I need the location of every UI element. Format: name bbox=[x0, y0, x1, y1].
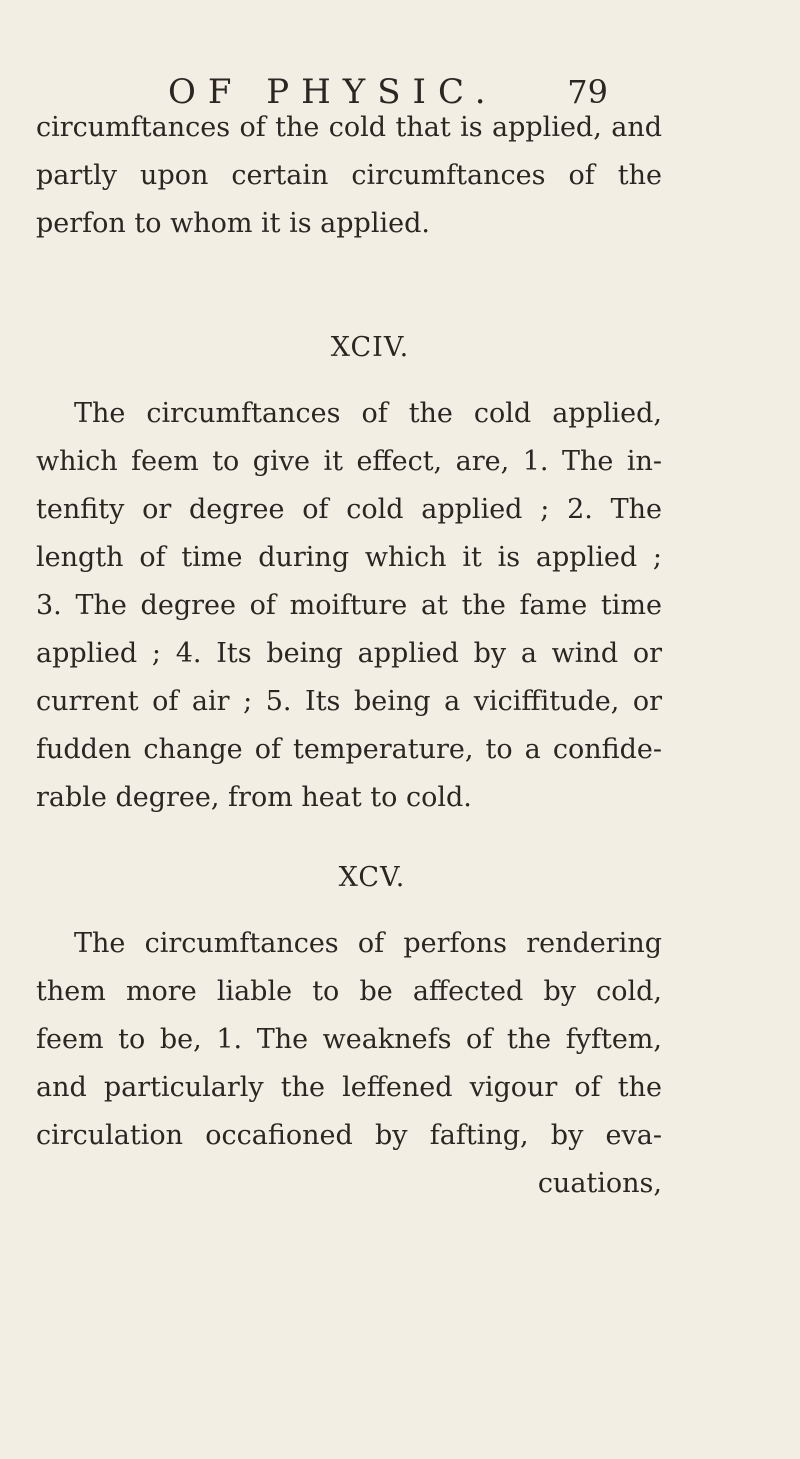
text-line: and particularly the leffened vigour of the bbox=[36, 1072, 662, 1103]
text-line: them more liable to be affected by cold, bbox=[36, 976, 662, 1007]
page-number: 79 bbox=[567, 73, 608, 111]
text-line: which feem to give it effect, are, 1. The in- bbox=[36, 446, 662, 477]
text-line: tenfity or degree of cold applied ; 2. The bbox=[36, 494, 662, 525]
text-line: The circumftances of perfons rendering bbox=[74, 928, 662, 959]
section-heading-xciv: XCIV. bbox=[330, 332, 410, 363]
text-line: feem to be, 1. The weaknefs of the fyftem, bbox=[36, 1024, 662, 1055]
text-line: length of time during which it is applied ; bbox=[36, 542, 662, 573]
text-line: partly upon certain circumftances of the bbox=[36, 160, 662, 191]
text-line: circulation occafioned by fafting, by eva- bbox=[36, 1120, 662, 1151]
text-line: current of air ; 5. Its being a viciffitude, or bbox=[36, 686, 662, 717]
text-line: perfon to whom it is applied. bbox=[36, 208, 430, 239]
text-line: applied ; 4. Its being applied by a wind or bbox=[36, 638, 662, 669]
section-xcv-body bbox=[36, 920, 662, 1208]
paragraph-continuation bbox=[36, 104, 662, 248]
text-line: The circumftances of the cold applied, bbox=[74, 398, 662, 429]
section-xciv-body bbox=[36, 390, 662, 822]
text-line: rable degree, from heat to cold. bbox=[36, 782, 472, 813]
text-line: 3. The degree of moifture at the fame time bbox=[36, 590, 662, 621]
text-line: circumftances of the cold that is applied, and bbox=[36, 112, 662, 143]
section-heading-xcv: XCV. bbox=[338, 862, 406, 893]
catchword: cuations, bbox=[537, 1168, 662, 1199]
running-head: OF PHYSIC. bbox=[168, 72, 498, 112]
text-line: fudden change of temperature, to a confide- bbox=[36, 734, 662, 765]
